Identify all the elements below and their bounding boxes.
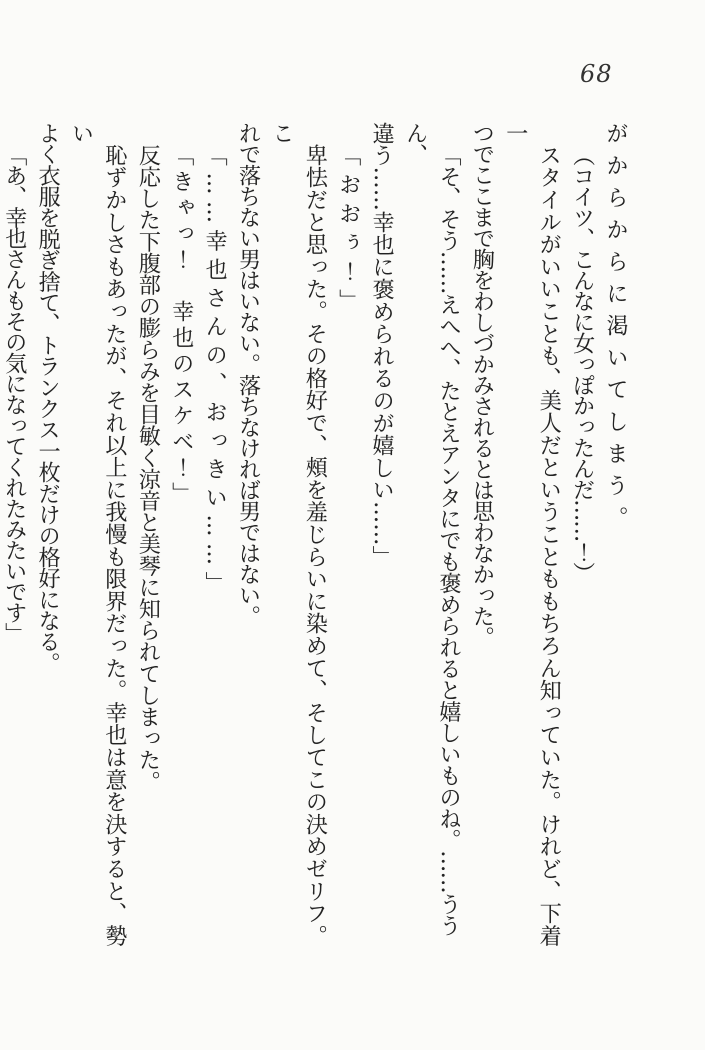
text-line: 「……幸也さんの、おっきい……」: [202, 144, 228, 600]
text-columns: [1, 122, 632, 969]
text-line: つでここまで胸をわしづかみされるとは思わなかった。: [469, 122, 495, 647]
text-line: 恥ずかしさもあったが、それ以上に我慢も限界だった。幸也は意を決すると、勢い: [68, 122, 127, 947]
text-line: スタイルがいいことも、美人だということももちろん知っていた。けれど、下着一: [502, 122, 562, 947]
text-line: （コイツ、こんなに女っぽかったんだ……！）: [569, 144, 595, 583]
text-line: がからからに渇いてしまう。: [603, 122, 628, 538]
text-line: 卑怯だと思った。その格好で、頰を羞じらいに染めて、そしてこの決めゼリフ。こ: [268, 122, 328, 947]
text-line: 違う……幸也に褒められるのが嬉しい……」: [369, 122, 395, 568]
text-line: 「あ、幸也さんもその気になってくれたみたいです」: [1, 144, 27, 644]
text-line: 「おおぅ！」: [335, 144, 361, 318]
text-line: 反応した下腹部の膨らみを目敏く涼音と美琴に知られてしまった。: [135, 144, 161, 793]
page-number: 68: [580, 60, 613, 88]
text-line: れで落ちない男はいない。落ちなければ男ではない。: [235, 122, 261, 626]
text-line: 「そ、そう……えへへ、たとえアンタにでも褒められると嬉しいものね。……ううん、: [402, 122, 461, 936]
text-line: 「きゃっ！ 幸也のスケベ！」: [168, 144, 194, 508]
text-line: よく衣服を脱ぎ捨て、トランクス一枚だけの格好になる。: [35, 122, 61, 674]
